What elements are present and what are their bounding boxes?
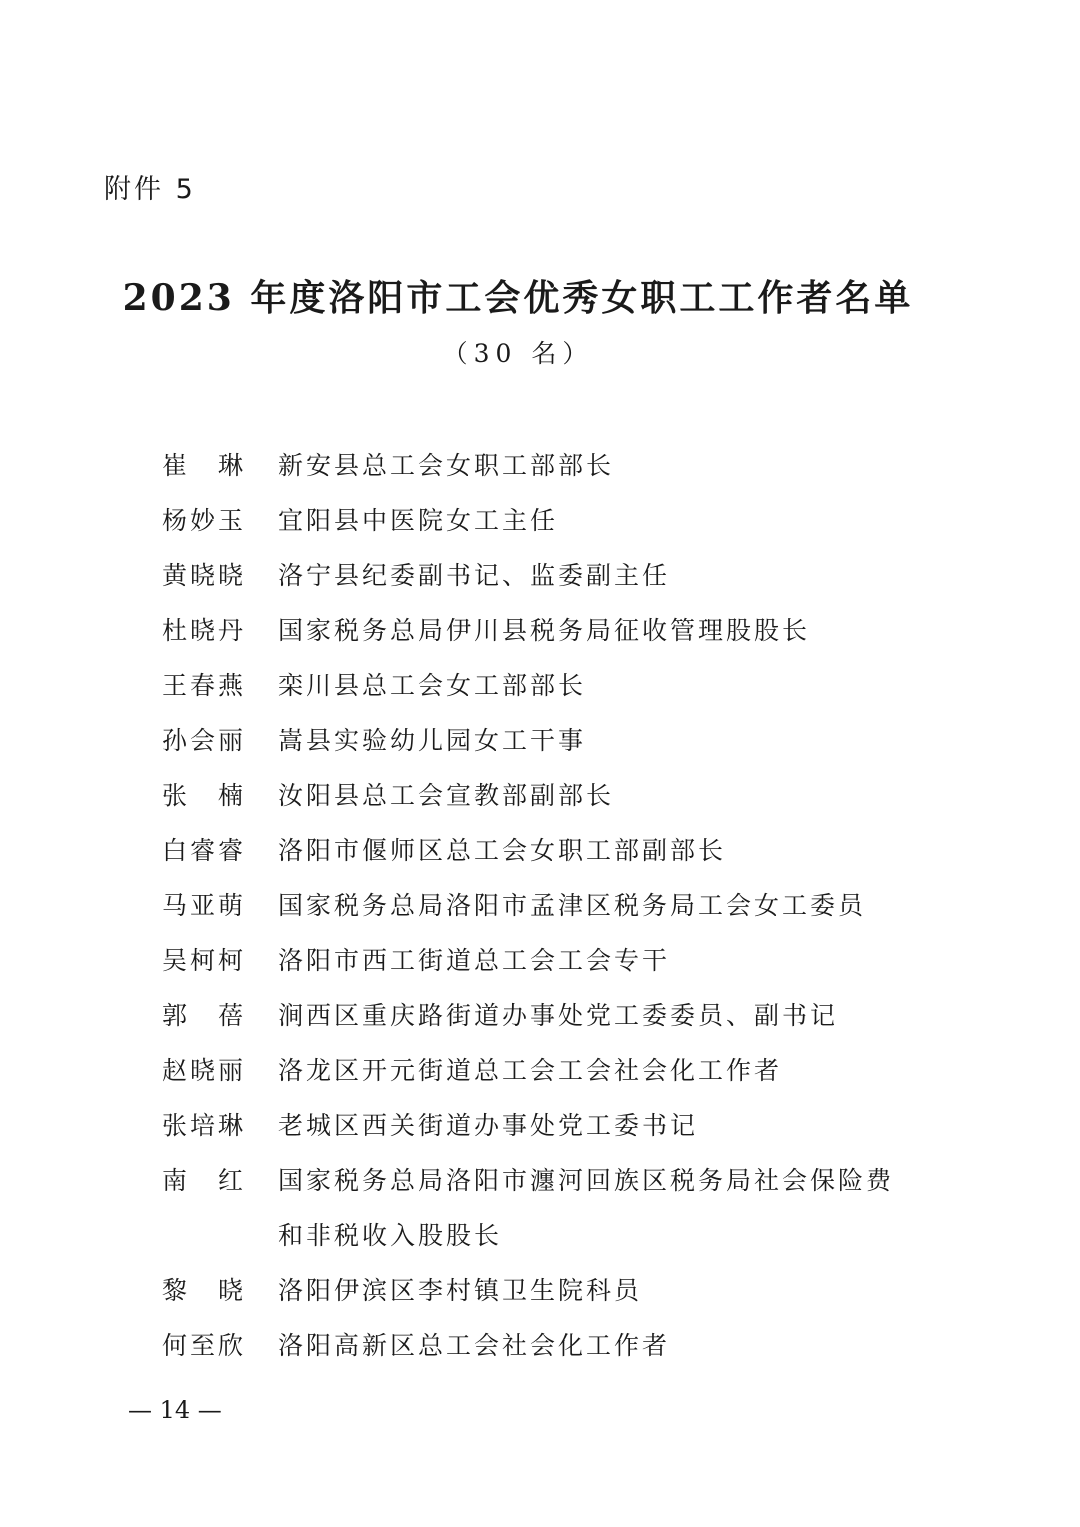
list-item [162,603,982,658]
honoree-role: 国家税务总局洛阳市孟津区税务局工会女工委员 [278,891,867,920]
list-item [162,1043,982,1098]
honoree-name: 赵晓丽 [162,1056,247,1085]
honoree-role: 洛阳高新区总工会社会化工作者 [278,1331,671,1360]
list-item [162,1098,982,1153]
honoree-name: 郭 蓓 [162,1001,247,1030]
honoree-name: 杜晓丹 [162,616,247,645]
list-item [162,933,982,988]
document-title: 2023 年度洛阳市工会优秀女职工工作者名单 [122,277,914,319]
honoree-role: 嵩县实验幼儿园女工干事 [278,726,587,755]
list-item [162,493,982,548]
list-item [162,878,982,933]
honoree-name: 何至欣 [162,1331,247,1360]
page-number: — 14 — [128,1396,222,1424]
honoree-name: 孙会丽 [162,726,247,755]
honoree-role: 宜阳县中医院女工主任 [278,506,559,535]
list-item [162,1263,982,1318]
list-item [162,988,982,1043]
honoree-list [162,438,982,1373]
honoree-name: 白睿睿 [162,836,247,865]
list-item [162,823,982,878]
honoree-name: 吴柯柯 [162,946,247,975]
attachment-label: 附件 5 [104,174,196,205]
honoree-role: 老城区西关街道办事处党工委书记 [278,1111,699,1140]
list-item [162,713,982,768]
honoree-role: 洛龙区开元街道总工会工会社会化工作者 [278,1056,783,1085]
honoree-name: 马亚萌 [162,891,247,920]
honoree-role: 洛宁县纪委副书记、监委副主任 [278,561,671,590]
honoree-role: 汝阳县总工会宣教部副部长 [278,781,615,810]
honoree-name: 王春燕 [162,671,247,700]
document-subtitle: （30 名） [442,339,594,368]
list-item [162,658,982,713]
honoree-name: 黄晓晓 [162,561,247,590]
list-item [162,1153,982,1263]
honoree-role: 栾川县总工会女工部部长 [278,671,587,700]
list-item [162,768,982,823]
honoree-role: 国家税务总局伊川县税务局征收管理股股长 [278,616,811,645]
honoree-role: 洛阳市西工街道总工会工会专干 [278,946,671,975]
honoree-role: 新安县总工会女职工部部长 [278,451,615,480]
honoree-role: 洛阳伊滨区李村镇卫生院科员 [278,1276,643,1305]
honoree-name: 张 楠 [162,781,247,810]
honoree-name: 黎 晓 [162,1276,247,1305]
honoree-role: 国家税务总局洛阳市瀍河回族区税务局社会保险费和非税收入股股长 [278,1166,895,1250]
honoree-role: 涧西区重庆路街道办事处党工委委员、副书记 [278,1001,839,1030]
honoree-name: 张培琳 [162,1111,247,1140]
honoree-role: 洛阳市偃师区总工会女职工部副部长 [278,836,727,865]
honoree-name: 崔 琳 [162,451,247,480]
honoree-name: 杨妙玉 [162,506,247,535]
list-item [162,548,982,603]
list-item [162,1318,982,1373]
list-item [162,438,982,493]
honoree-name: 南 红 [162,1166,247,1195]
